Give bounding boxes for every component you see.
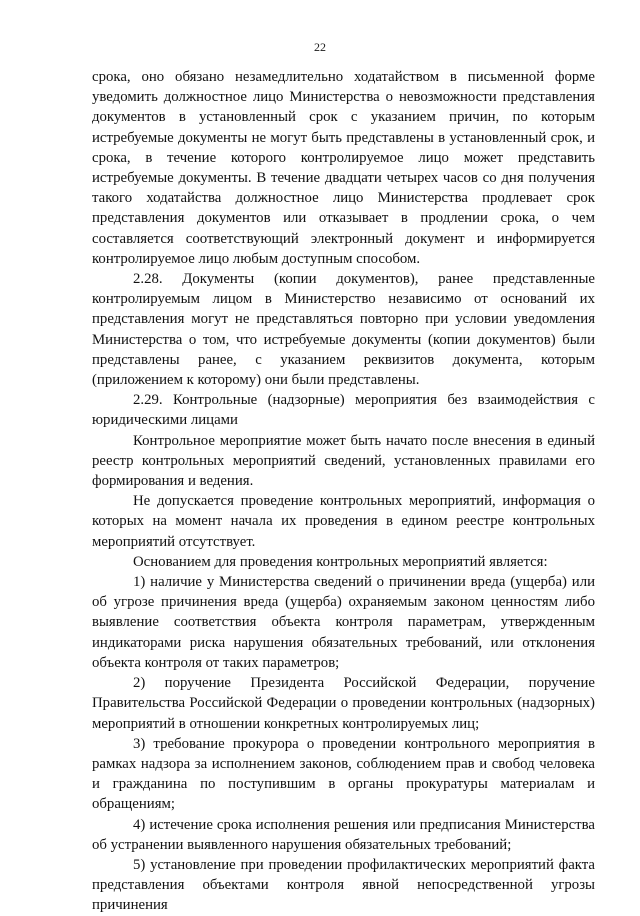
paragraph-continuation: срока, оно обязано незамедлительно ходатайством в письменной форме уведомить должностное лицо Министерства о невозможности представления документов в установленный срок с указанием причин, по которым истребуемые документы не могут быть представлены в установленный срок, и срока, в течение которого контролируемое лицо может представить истребуемые документы. В течение двадцати четырех часов со дня получения такого ходатайства должностное лицо Министерства продлевает срок представления документов или отказывает в продлении срока, о чем составляется соответствующий электронный документ и информируется контролируемое лицо любым доступным способом. — [92, 69, 595, 267]
page-body — [92, 67, 595, 916]
paragraph-ground-1: 1) наличие у Министерства сведений о причинении вреда (ущерба) или об угрозе причинения вреда (ущерба) охраняемым законом ценностям либо выявление соответствия объекта контроля параметрам, утвержденным индикаторами риска нарушения обязательных требований, или отклонения объекта контроля от таких параметров; — [92, 574, 595, 671]
paragraph-ground-3: 3) требование прокурора о проведении контрольного мероприятия в рамках надзора за исполнением законов, соблюдением прав и свобод человека и гражданина по поступившим в органы прокуратуры материалам и обращениям; — [92, 735, 595, 813]
paragraph-clause-2-28: 2.28. Документы (копии документов), ранее представленные контролируемым лицом в Министерство независимо от оснований их представления могут не представляться повторно при условии уведомления Министерства о том, что истребуемые документы (копии документов) были представлены ранее, с указанием реквизитов документа, которым (приложением к которому) они были представлены. — [92, 271, 595, 389]
paragraph-grounds-intro: Основанием для проведения контрольных мероприятий является: — [133, 553, 548, 570]
paragraph-prohibition: Не допускается проведение контрольных мероприятий, информация о которых на момент начала их проведения в едином реестре контрольных мероприятий отсутствует. — [92, 493, 595, 550]
paragraph-ground-2: 2) поручение Президента Российской Федерации, поручение Правительства Российской Федерации о проведении контрольных (надзорных) мероприятий в отношении конкретных контролируемых лиц; — [92, 675, 595, 732]
paragraph-clause-2-29: 2.29. Контрольные (надзорные) мероприятия без взаимодействия с юридическими лицами — [92, 392, 595, 429]
paragraph-start-condition: Контрольное мероприятие может быть начато после внесения в единый реестр контрольных мероприятий сведений, установленных правилами его формирования и ведения. — [92, 432, 595, 490]
paragraph-ground-5: 5) установление при проведении профилактических мероприятий факта представления объектами контроля явной непосредственной угрозы причинения — [92, 856, 595, 914]
paragraph-ground-4: 4) истечение срока исполнения решения или предписания Министерства об устранении выявленного нарушения обязательных требований; — [92, 816, 595, 853]
page-number: 22 — [314, 40, 326, 54]
